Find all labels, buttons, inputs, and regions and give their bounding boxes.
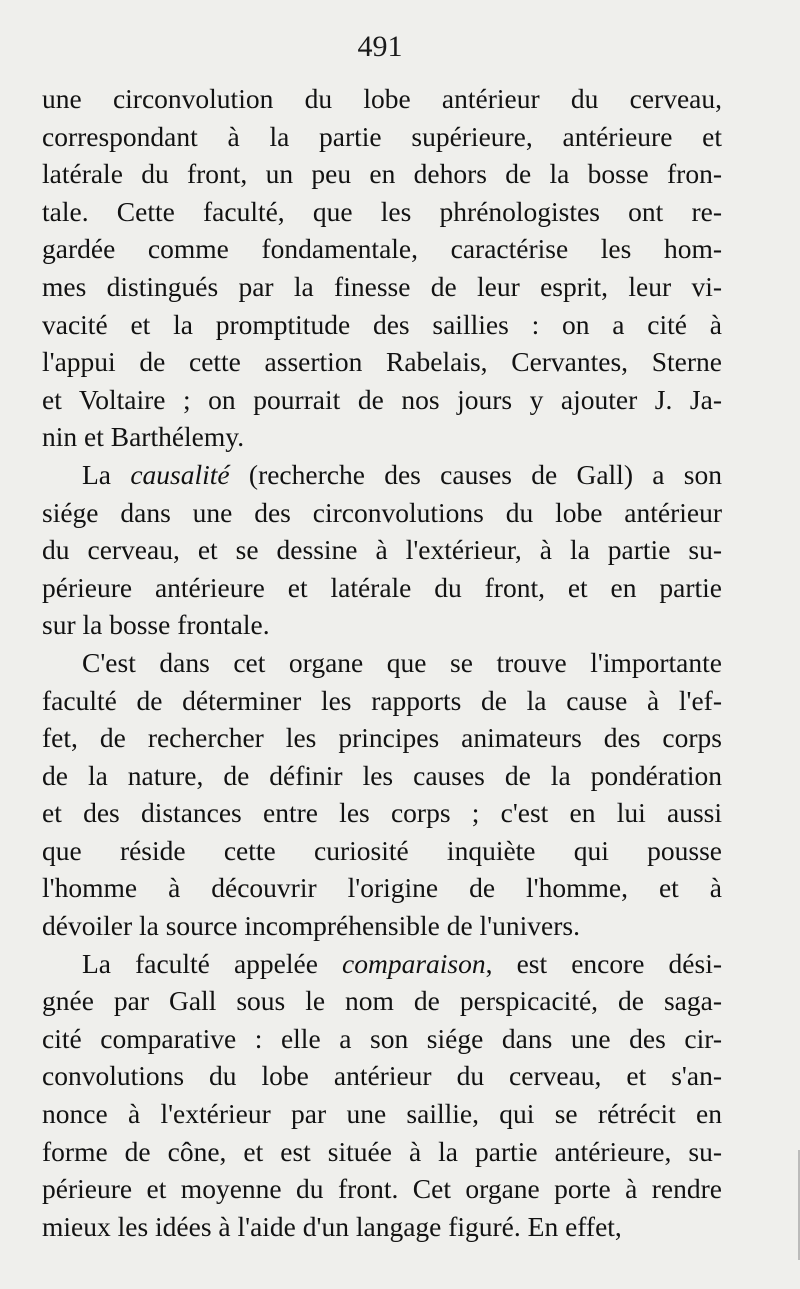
paragraph: [42, 456, 722, 644]
text-line: du cerveau, et se dessine à l'extérieur, à la partie su-: [42, 534, 722, 566]
text-line: latérale du front, un peu en dehors de la bosse fron-: [42, 158, 722, 190]
text-line: dévoiler la source incompréhensible de l'univers.: [42, 910, 580, 942]
text-line: vacité et la promptitude des saillies : on a cité à: [42, 308, 722, 340]
text-line: et des distances entre les corps ; c'est en lui aussi: [42, 797, 722, 829]
italic-term: causalité: [130, 458, 230, 490]
paragraph: [42, 644, 722, 945]
text-line: mieux les idées à l'aide d'un langage figuré. En effet,: [42, 1210, 622, 1242]
text-line: périeure et moyenne du front. Cet organe porte à rendre: [42, 1173, 722, 1205]
text-line: nonce à l'extérieur par une saillie, qui se rétrécit en: [42, 1098, 722, 1130]
page-number: 491: [357, 30, 403, 63]
text-line: faculté de déterminer les rapports de la cause à l'ef-: [42, 684, 722, 716]
text-line: sur la bosse frontale.: [42, 609, 270, 641]
text-line: nin et Barthélemy.: [42, 421, 245, 453]
text-line: de la nature, de définir les causes de la pondération: [42, 759, 722, 791]
text-line: l'appui de cette assertion Rabelais, Cervantes, Sterne: [42, 346, 722, 378]
text-line: La faculté appelée comparaison, est encore dési-: [82, 947, 722, 979]
italic-term: comparaison: [342, 947, 486, 979]
text-line: convolutions du lobe antérieur du cerveau, et s'an-: [42, 1060, 722, 1092]
text-line: fet, de rechercher les principes animateurs des corps: [42, 722, 722, 754]
text-line: et Voltaire ; on pourrait de nos jours y ajouter J. Ja-: [42, 383, 722, 415]
text-line: siége dans une des circonvolutions du lobe antérieur: [42, 496, 722, 528]
text-line: l'homme à découvrir l'origine de l'homme, et à: [42, 872, 722, 904]
text-line: La causalité (recherche des causes de Gall) a son: [82, 458, 722, 490]
text-line: gardée comme fondamentale, caractérise les hom-: [42, 233, 722, 265]
text-line: cité comparative : elle a son siége dans une des cir-: [42, 1022, 722, 1054]
text-line: périeure antérieure et latérale du front, et en partie: [42, 571, 722, 603]
text-line: gnée par Gall sous le nom de perspicacité, de saga-: [42, 985, 722, 1017]
text-line: correspondant à la partie supérieure, antérieure et: [42, 120, 722, 152]
paragraph: [42, 80, 722, 456]
text-line: forme de cône, et est située à la partie antérieure, su-: [42, 1135, 722, 1167]
text-line: mes distingués par la finesse de leur esprit, leur vi-: [42, 270, 722, 302]
paragraph: [42, 945, 722, 1246]
text-line: que réside cette curiosité inquiète qui pousse: [42, 834, 722, 866]
text-line: tale. Cette faculté, que les phrénologistes ont re-: [42, 195, 722, 227]
body-text: [42, 80, 722, 1245]
text-line: C'est dans cet organe que se trouve l'importante: [82, 646, 722, 678]
text-line: une circonvolution du lobe antérieur du cerveau,: [42, 83, 722, 114]
